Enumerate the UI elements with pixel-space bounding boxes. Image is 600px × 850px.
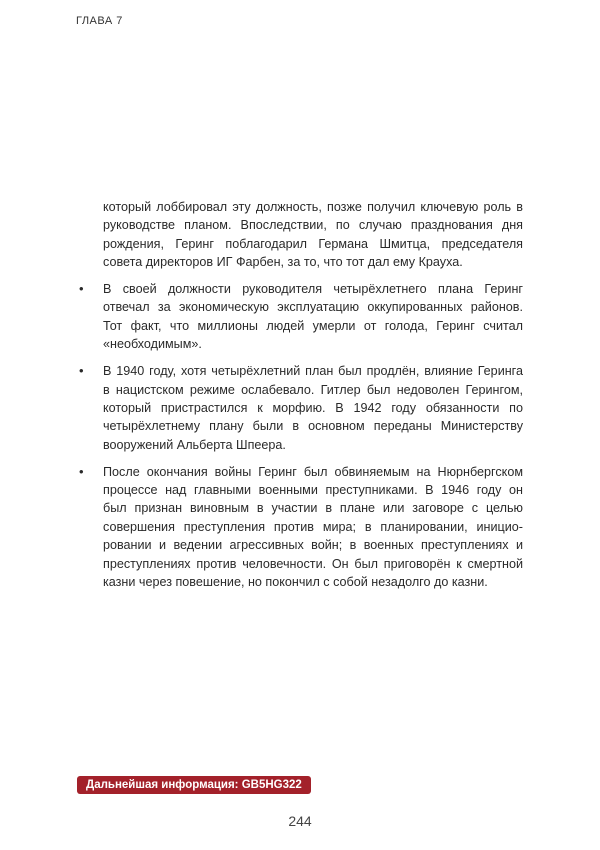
paragraph xyxy=(103,198,523,272)
text-line: вооружений Альберта Шпеера. xyxy=(103,437,286,452)
further-info-badge: Дальнейшая информация: GB5HG322 xyxy=(77,776,311,794)
text-line: Тот факт, что миллионы людей умерли от голода, Геринг считал xyxy=(103,318,523,333)
bullet-item xyxy=(79,362,523,454)
page-number: 244 xyxy=(288,813,312,829)
text-line: В 1940 году, хотя четырёхлетний план был продлён, влияние Геринга xyxy=(103,364,523,379)
text-line: ровании и ведении агрессивных войн; в военных преступлениях и xyxy=(103,538,523,553)
text-line: После окончания войны Геринг был обвиняемым на Нюрнбергском xyxy=(103,464,523,479)
chapter-header: ГЛАВА 7 xyxy=(76,15,123,27)
text-line: процессе над главными военными преступниками. В 1946 году он xyxy=(103,482,523,497)
text-line: совершения преступления против мира; в планировании, иницио- xyxy=(103,519,523,534)
text-line: в нацистском режиме ослабевало. Гитлер был недоволен Герингом, xyxy=(103,382,523,397)
bullet-icon: • xyxy=(79,463,84,479)
text-line: рождения, Геринг поблагодарил Германа Шмитца, председателя xyxy=(103,236,523,251)
text-line: В своей должности руководителя четырёхлетнего плана Геринг xyxy=(103,282,523,297)
text-line: который лоббировал эту должность, позже получил ключевую роль в xyxy=(103,200,523,214)
text-line: совета директоров ИГ Фарбен, за то, что тот дал ему Крауха. xyxy=(103,255,463,270)
text-line: казни через повешение, но покончил с собой незадолго до казни. xyxy=(103,574,488,589)
text-line: который пристрастился к морфию. В 1942 году обязанности по xyxy=(103,400,523,415)
text-line: преступлениях против человечности. Он был приговорён к смертной xyxy=(103,556,523,571)
body-text xyxy=(79,198,523,600)
text-line: руководстве планом. Впоследствии, по случаю празднования дня xyxy=(103,218,523,233)
bullet-icon: • xyxy=(79,363,84,379)
text-line: «необходимым». xyxy=(103,337,202,352)
text-line: отвечал за экономическую эксплуатацию оккупированных районов. xyxy=(103,300,523,315)
bullet-item xyxy=(79,280,523,354)
text-line: был признан виновным в участии в плане или заговоре с целью xyxy=(103,501,523,516)
bullet-item xyxy=(79,463,523,592)
bullet-icon: • xyxy=(79,281,84,297)
text-line: четырёхлетнему плану были в основном переданы Министерству xyxy=(103,419,523,434)
